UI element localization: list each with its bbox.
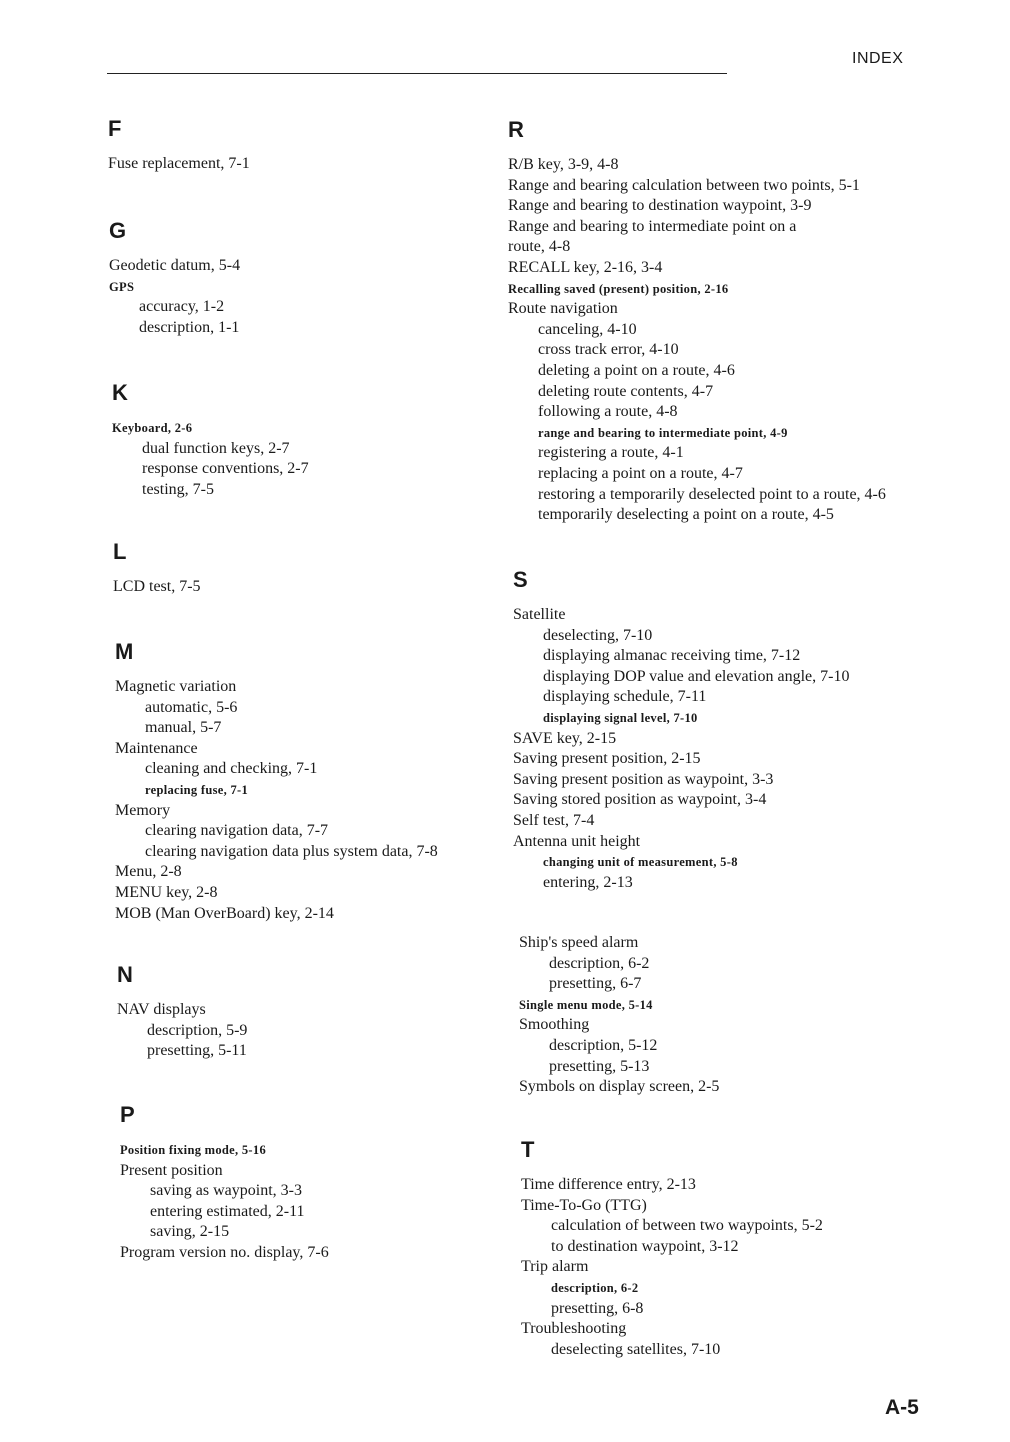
section-letter: G xyxy=(109,218,127,243)
index-subentry: presetting, 6-7 xyxy=(549,975,642,993)
index-subentry: description, 5-9 xyxy=(147,1021,248,1039)
index-entry: Range and bearing to destination waypoint, 3-9 xyxy=(508,197,812,215)
index-entry: Present position xyxy=(120,1161,223,1179)
index-subentry: clearing navigation data, 7-7 xyxy=(145,822,329,840)
index-subentry: deselecting, 7-10 xyxy=(543,626,653,644)
index-entry: Self test, 7-4 xyxy=(513,811,595,829)
section-letter: L xyxy=(113,539,127,564)
index-section-f xyxy=(108,116,250,175)
index-subentry: range and bearing to intermediate point, 4-9 xyxy=(538,425,788,440)
index-entry: R/B key, 3-9, 4-8 xyxy=(508,156,619,173)
index-subentry: registering a route, 4-1 xyxy=(538,444,684,462)
index-subentry: testing, 7-5 xyxy=(142,480,214,498)
index-subentry: displaying DOP value and elevation angle, 7-10 xyxy=(543,667,850,685)
index-subentry: temporarily deselecting a point on a route, 4-5 xyxy=(538,506,834,524)
index-subentry: saving, 2-15 xyxy=(150,1223,230,1241)
index-entry: Time difference entry, 2-13 xyxy=(521,1176,696,1193)
section-letter: K xyxy=(112,380,128,405)
index-subentry: following a route, 4-8 xyxy=(538,403,678,421)
section-letter: T xyxy=(521,1137,535,1162)
section-letter: S xyxy=(513,567,528,592)
index-section-t xyxy=(521,1137,823,1360)
index-subentry: calculation of between two waypoints, 5-2 xyxy=(551,1217,823,1235)
section-letter: N xyxy=(117,962,133,987)
index-subentry: cleaning and checking, 7-1 xyxy=(145,760,318,778)
index-entry: Trip alarm xyxy=(521,1258,589,1276)
index-entry: Antenna unit height xyxy=(513,832,641,850)
index-entry: RECALL key, 2-16, 3-4 xyxy=(508,258,663,276)
index-section-cont xyxy=(519,933,719,1098)
index-entry: Program version no. display, 7-6 xyxy=(120,1243,329,1261)
index-entry: Time-To-Go (TTG) xyxy=(521,1196,647,1214)
index-entry: Keyboard, 2-6 xyxy=(112,421,193,435)
section-letter: R xyxy=(508,117,524,142)
index-subentry: cross track error, 4-10 xyxy=(538,341,679,359)
index-subentry: description, 5-12 xyxy=(549,1036,658,1054)
index-entry: GPS xyxy=(109,279,135,294)
running-header: INDEX xyxy=(852,50,904,67)
index-entry: Position fixing mode, 5-16 xyxy=(120,1143,266,1157)
index-section-m xyxy=(115,639,438,924)
index-subentry: displaying signal level, 7-10 xyxy=(543,710,698,725)
index-entry: Smoothing xyxy=(519,1016,590,1034)
index-entry: Ship's speed alarm xyxy=(519,934,639,951)
index-section-l xyxy=(113,539,201,598)
index-section-p xyxy=(120,1102,329,1264)
section-letter: F xyxy=(108,116,122,141)
page-number: A-5 xyxy=(885,1396,919,1419)
index-entry: Recalling saved (present) position, 2-16 xyxy=(508,281,729,296)
index-section-n xyxy=(117,962,247,1062)
index-subentry: clearing navigation data plus system data, 7-8 xyxy=(145,842,438,860)
index-entry: Route navigation xyxy=(508,300,618,318)
index-entry: Saving present position, 2-15 xyxy=(513,750,701,768)
index-section-k xyxy=(112,380,309,500)
index-subentry: deselecting satellites, 7-10 xyxy=(551,1340,721,1358)
index-subentry: replacing a point on a route, 4-7 xyxy=(538,464,743,482)
index-entry: MENU key, 2-8 xyxy=(115,883,218,901)
index-section-s xyxy=(513,567,849,893)
index-entry: Saving present position as waypoint, 3-3 xyxy=(513,770,774,788)
index-subentry: to destination waypoint, 3-12 xyxy=(551,1237,739,1255)
index-subentry: dual function keys, 2-7 xyxy=(142,439,290,457)
index-subentry: deleting a point on a route, 4-6 xyxy=(538,361,735,379)
index-entry: Troubleshooting xyxy=(521,1320,627,1338)
index-subentry: description, 6-2 xyxy=(549,954,650,972)
index-entry: Memory xyxy=(115,801,171,819)
index-subentry: manual, 5-7 xyxy=(145,719,222,737)
index-entry: Magnetic variation xyxy=(115,678,237,695)
index-subentry: replacing fuse, 7-1 xyxy=(145,782,249,797)
index-subentry: presetting, 6-8 xyxy=(551,1299,644,1317)
index-section-r xyxy=(508,117,886,526)
index-entry: Fuse replacement, 7-1 xyxy=(108,155,250,172)
index-subentry: entering, 2-13 xyxy=(543,873,633,891)
index-entry: Menu, 2-8 xyxy=(115,863,182,881)
index-subentry: entering estimated, 2-11 xyxy=(150,1202,305,1220)
index-entry: route, 4-8 xyxy=(508,238,571,256)
index-entry: MOB (Man OverBoard) key, 2-14 xyxy=(115,904,334,922)
section-letter: M xyxy=(115,639,134,664)
index-subentry: presetting, 5-13 xyxy=(549,1057,650,1075)
index-subentry: automatic, 5-6 xyxy=(145,698,238,716)
index-subentry: deleting route contents, 4-7 xyxy=(538,382,714,400)
index-subentry: saving as waypoint, 3-3 xyxy=(150,1182,302,1200)
index-section-g xyxy=(109,218,240,338)
index-subentry: accuracy, 1-2 xyxy=(139,298,225,316)
index-entry: Saving stored position as waypoint, 3-4 xyxy=(513,791,767,809)
index-subentry: presetting, 5-11 xyxy=(147,1042,247,1060)
index-subentry: displaying schedule, 7-11 xyxy=(543,688,707,706)
section-letter: P xyxy=(120,1102,135,1127)
index-entry: Symbols on display screen, 2-5 xyxy=(519,1078,720,1096)
index-entry: NAV displays xyxy=(117,1001,206,1018)
index-entry: SAVE key, 2-15 xyxy=(513,729,617,747)
index-entry: Maintenance xyxy=(115,739,198,757)
index-entry: Satellite xyxy=(513,606,566,623)
index-subentry: restoring a temporarily deselected point to a route, 4-6 xyxy=(538,485,886,503)
index-subentry: response conventions, 2-7 xyxy=(142,460,309,478)
index-entry: Single menu mode, 5-14 xyxy=(519,997,653,1012)
header-rule xyxy=(107,73,727,74)
index-entry: LCD test, 7-5 xyxy=(113,578,201,595)
index-subentry: canceling, 4-10 xyxy=(538,320,637,338)
index-entry: Range and bearing to intermediate point on a xyxy=(508,217,797,235)
index-subentry: description, 6-2 xyxy=(551,1280,639,1295)
index-entry: Geodetic datum, 5-4 xyxy=(109,257,241,274)
index-subentry: changing unit of measurement, 5-8 xyxy=(543,855,738,870)
index-entry: Range and bearing calculation between two points, 5-1 xyxy=(508,176,860,194)
index-subentry: description, 1-1 xyxy=(139,318,240,336)
index-subentry: displaying almanac receiving time, 7-12 xyxy=(543,647,801,665)
